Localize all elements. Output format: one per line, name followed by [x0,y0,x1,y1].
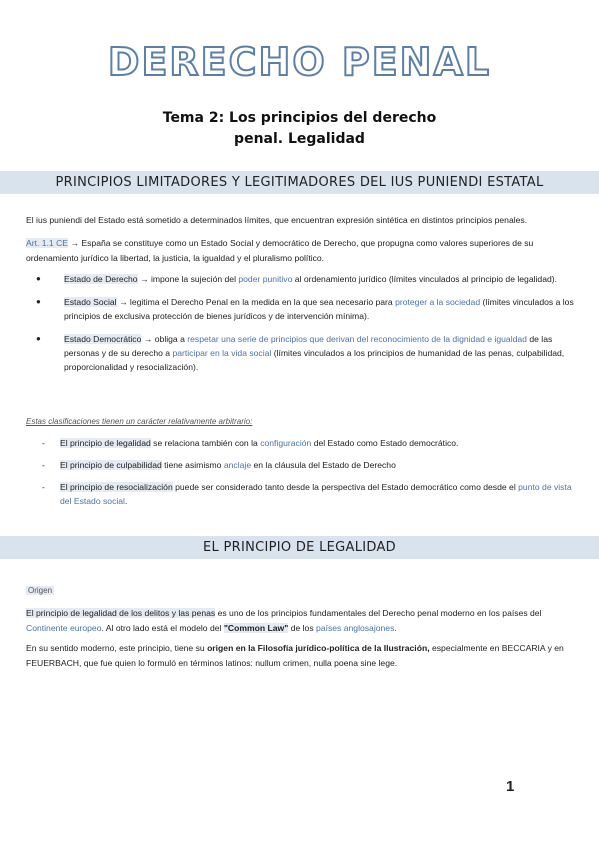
highlighted-phrase: El principio de legalidad de los delitos y las penas [26,608,216,618]
bullet-text: (límites vinculados a los principios de humanidad de las penas, culpabilidad, proporcionalidad y resocialización). [64,348,565,372]
article-text: → España se constituye como un Estado Social y democrático de Derecho, que propugna como valores superiores de su ordenamiento jurídico la libertad, la justicia, la igualdad y el pluralismo político. [26,238,534,263]
art-paragraph [26,236,574,266]
bullet-estado-democratico [26,332,574,374]
dash-link: anclaje [223,460,252,470]
dash-term: El principio de culpabilidad [60,460,162,470]
dash-item-resocializacion [26,480,574,508]
bullet-link: participar en la vida social [172,348,272,358]
dash-link: punto de vista del Estado social [60,482,572,506]
document-subtitle [0,108,599,150]
paragraph-text: de los [288,623,317,633]
bold-phrase: origen en la Filosofía jurídico-política de la Ilustración, [207,643,430,653]
page-number: 1 [506,778,515,795]
bullet-link: proteger a la sociedad [395,297,481,307]
origen-paragraph-2 [26,641,574,671]
section-heading-legalidad: EL PRINCIPIO DE LEGALIDAD [0,536,599,559]
dash-text: del Estado como Estado democrático. [311,438,459,448]
article-reference: Art. 1.1 CE [26,238,69,248]
paragraph-text: . [394,623,397,633]
bullet-estado-derecho [26,272,574,286]
bullet-text: → impone la sujeción del [137,274,239,284]
dash-term: El principio de legalidad [60,438,151,448]
bullet-link: respetar una serie de principios que derivan del reconocimiento de la dignidad e igualdad [187,334,527,344]
bullet-text: de las personas y de su derecho a [64,334,553,358]
bullet-text: (límites vinculados a los principios de exclusiva protección de bienes jurídicos y de intervención mínima). [64,297,574,321]
bullet-term: Estado Democrático [64,334,142,344]
dash-text: se relaciona también con la [150,438,261,448]
section-heading-principios: PRINCIPIOS LIMITADORES Y LEGITIMADORES DEL IUS PUNIENDI ESTATAL [0,171,599,194]
principle-dash-list [26,436,574,508]
bullet-text: → legitima el Derecho Penal en la medida en la que sea necesario para [116,297,396,307]
dash-term: El principio de resocialización [60,482,173,492]
quoted-term: "Common Law" [223,623,289,633]
bullet-text: al ordenamiento jurídico (límites vinculados al principio de legalidad). [292,274,558,284]
paragraph-text: En su sentido moderno, este principio, tiene su [26,643,208,653]
paragraph-text: es uno de los principios fundamentales del Derecho penal moderno en los países del [215,608,542,618]
dash-icon: - [42,482,45,492]
bullet-text: → obliga a [141,334,188,344]
bullet-dot-icon: ● [36,297,41,306]
dash-text: puede ser considerado tanto desde la perspectiva del Estado democrático como desde el [172,482,519,492]
document-title: DERECHO PENAL [107,40,492,84]
dash-icon: - [42,460,45,470]
subtitle-line-1: Tema 2: Los principios del derecho [162,110,437,126]
paragraph-text: especialmente en BECCARIA y en FEUERBACH, que fue quien lo formuló en términos latinos: nullum crimen, nulla poena sine lege. [26,643,564,668]
dash-text: en la cláusula del Estado de Derecho [251,460,396,470]
bullet-term: Estado Social [64,297,117,307]
paragraph-text: . Al otro lado está el modelo del [101,623,224,633]
intro-paragraph: El ius puniendi del Estado está sometido a determinados límites, que encuentran expresión sintética en distintos principios penales. [26,215,528,225]
dash-text: tiene asimismo [161,460,224,470]
bullet-dot-icon: ● [36,334,41,343]
dash-icon: - [42,438,45,448]
inline-link: países anglosajones [316,623,395,633]
subtitle-line-2: penal. Legalidad [234,131,365,147]
dash-text: . [124,496,128,506]
bullet-estado-social [26,295,574,323]
bullet-term: Estado de Derecho [64,274,138,284]
bullet-link: poder punitivo [238,274,293,284]
bullet-dot-icon: ● [36,274,41,283]
dash-link: configuración [260,438,312,448]
origen-paragraph-1 [26,606,574,636]
dash-item-culpabilidad [26,458,574,472]
inline-link: Continente europeo [26,623,102,633]
estado-bullet-list [26,272,574,374]
dash-item-legalidad [26,436,574,450]
origen-label: Origen [28,586,53,595]
classification-note: Estas clasificaciones tienen un carácter relativamente arbitrario: [26,417,253,426]
